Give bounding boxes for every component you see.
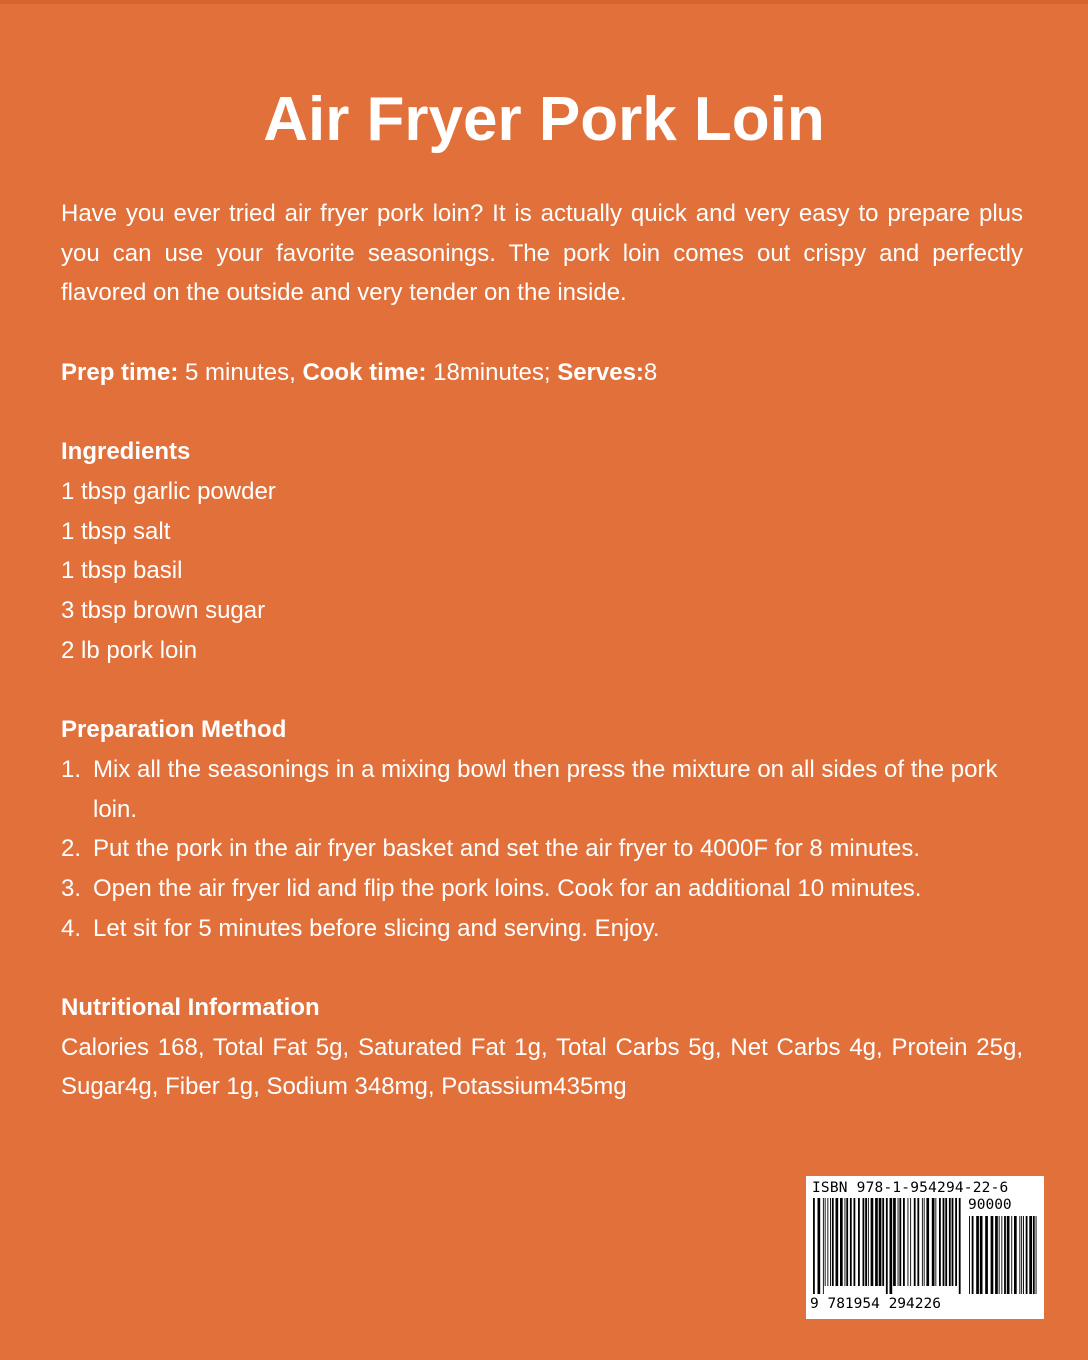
barcode-digits: 9 781954 294226	[810, 1296, 941, 1312]
recipe-body	[61, 194, 1023, 1107]
barcode-bar	[980, 1216, 983, 1294]
barcode-bar	[865, 1198, 867, 1286]
method-step	[61, 869, 1023, 909]
nutrition-text: Calories 168, Total Fat 5g, Saturated Fat 1g, Total Carbs 5g, Net Carbs 4g, Protein 25g, Sugar4g, Fiber 1g, Sodium 348mg, Potassium435mg	[61, 1033, 1023, 1101]
barcode-bar	[886, 1198, 888, 1294]
barcode-bar	[1001, 1216, 1002, 1294]
method-step	[61, 829, 1023, 869]
barcode-bar	[868, 1198, 869, 1286]
nutrition-heading: Nutritional Information	[61, 994, 320, 1021]
cook-time-label: Cook time:	[302, 358, 427, 386]
spacer	[61, 313, 1023, 353]
isbn-text: ISBN 978-1-954294-22-6	[812, 1180, 1009, 1196]
barcode-bar	[858, 1198, 860, 1286]
barcode-bar	[985, 1216, 988, 1294]
barcode-bar	[1011, 1216, 1012, 1294]
serves-value: 8	[643, 358, 658, 386]
barcode-bar	[813, 1198, 815, 1294]
prep-time-value: 5 minutes,	[178, 358, 303, 386]
barcode-bar	[832, 1198, 834, 1286]
barcode-bar	[917, 1198, 919, 1286]
step-text: Open the air fryer lid and flip the pork loins. Cook for an additional 10 minutes.	[93, 874, 922, 902]
spacer	[61, 948, 1023, 988]
barcode-addon-bars	[968, 1216, 1038, 1294]
barcode-bar	[846, 1198, 848, 1286]
barcode-bar	[830, 1198, 831, 1286]
barcode-bar	[863, 1198, 865, 1286]
barcode-bar	[949, 1198, 951, 1286]
barcode-bar	[882, 1198, 884, 1286]
barcode-bar	[903, 1198, 905, 1286]
barcode-bar	[1036, 1216, 1037, 1294]
barcode-bar	[991, 1216, 994, 1294]
ingredient-item: 1 tbsp salt	[61, 517, 171, 545]
step-number: 3.	[61, 874, 82, 902]
barcode-bar	[893, 1198, 896, 1286]
ingredient-item: 2 lb pork loin	[61, 636, 198, 664]
barcode-bar	[898, 1198, 899, 1286]
barcode-bar	[899, 1198, 901, 1286]
method-step	[61, 909, 1023, 949]
barcode-bar	[1014, 1216, 1017, 1294]
method-heading: Preparation Method	[61, 716, 287, 744]
barcode-bar	[1007, 1216, 1010, 1294]
barcode-addon-number: 90000	[968, 1197, 1012, 1213]
barcode-bar	[818, 1198, 821, 1294]
spacer	[61, 393, 1023, 433]
barcode-bar	[914, 1198, 916, 1286]
barcode-bar	[945, 1198, 947, 1286]
barcode-bar	[922, 1198, 923, 1286]
barcode-bar	[908, 1198, 909, 1286]
barcode-bar	[875, 1198, 878, 1286]
barcode-bar	[1004, 1216, 1006, 1294]
barcode-bars	[812, 1198, 962, 1294]
barcode-bar	[836, 1198, 839, 1286]
barcode-bar	[1019, 1216, 1020, 1294]
step-text: Put the pork in the air fryer basket and set the air fryer to 4000F for 8 minutes.	[93, 835, 921, 863]
step-text: Mix all the seasonings in a mixing bowl then press the mixture on all sides of the pork loin.	[93, 755, 998, 823]
step-text: Let sit for 5 minutes before slicing and serving. Enjoy.	[93, 914, 660, 942]
ingredient-item: 1 tbsp basil	[61, 557, 183, 585]
barcode-bar	[959, 1198, 961, 1294]
step-number: 2.	[61, 835, 82, 863]
barcode-bar	[999, 1216, 1000, 1294]
barcode-bar	[1029, 1216, 1032, 1294]
barcode-bar	[943, 1198, 945, 1286]
barcode-bar	[850, 1198, 852, 1286]
intro-paragraph: Have you ever tried air fryer pork loin? It is actually quick and very easy to prepare plus you can use your favorite seasonings. The pork loin comes out crispy and perfectly flavored on the outside and very tender on the inside.	[61, 200, 1023, 307]
barcode-bar	[932, 1198, 935, 1286]
ingredient-item: 1 tbsp garlic powder	[61, 477, 276, 505]
recipe-times	[61, 353, 1023, 393]
isbn-barcode	[806, 1176, 1044, 1319]
barcode-bar	[1033, 1216, 1035, 1294]
step-number: 4.	[61, 914, 82, 942]
barcode-bar	[879, 1198, 882, 1286]
serves-label: Serves:	[557, 358, 644, 386]
cook-time-value: 18minutes;	[426, 358, 558, 386]
barcode-bar	[1026, 1216, 1028, 1294]
barcode-bar	[972, 1216, 974, 1294]
barcode-bar	[823, 1198, 824, 1294]
barcode-bar	[955, 1198, 957, 1286]
barcode-bar	[939, 1198, 941, 1286]
barcode-bar	[910, 1198, 911, 1286]
barcode-bar	[825, 1198, 826, 1286]
barcode-bar	[1023, 1216, 1024, 1294]
ingredient-item: 3 tbsp brown sugar	[61, 597, 266, 624]
barcode-bar	[952, 1198, 954, 1286]
barcode-bar	[924, 1198, 925, 1286]
barcode-bar	[976, 1216, 979, 1294]
ingredients-heading: Ingredients	[61, 438, 191, 466]
barcode-bar	[926, 1198, 929, 1286]
page-title: Air Fryer Pork Loin	[263, 85, 825, 154]
prep-time-label: Prep time:	[61, 358, 179, 386]
barcode-bar	[840, 1198, 843, 1286]
barcode-bar	[1021, 1216, 1022, 1294]
barcode-bar	[890, 1198, 893, 1294]
barcode-bar	[854, 1198, 856, 1286]
barcode-bar	[827, 1198, 828, 1286]
barcode-bar	[969, 1216, 970, 1294]
step-number: 1.	[61, 755, 82, 783]
top-edge	[0, 0, 1088, 4]
barcode-bar	[871, 1198, 874, 1286]
spacer	[61, 670, 1023, 710]
method-step	[61, 750, 1023, 829]
barcode-bar	[995, 1216, 998, 1294]
barcode-bar	[935, 1198, 936, 1286]
barcode-bar	[845, 1198, 846, 1286]
